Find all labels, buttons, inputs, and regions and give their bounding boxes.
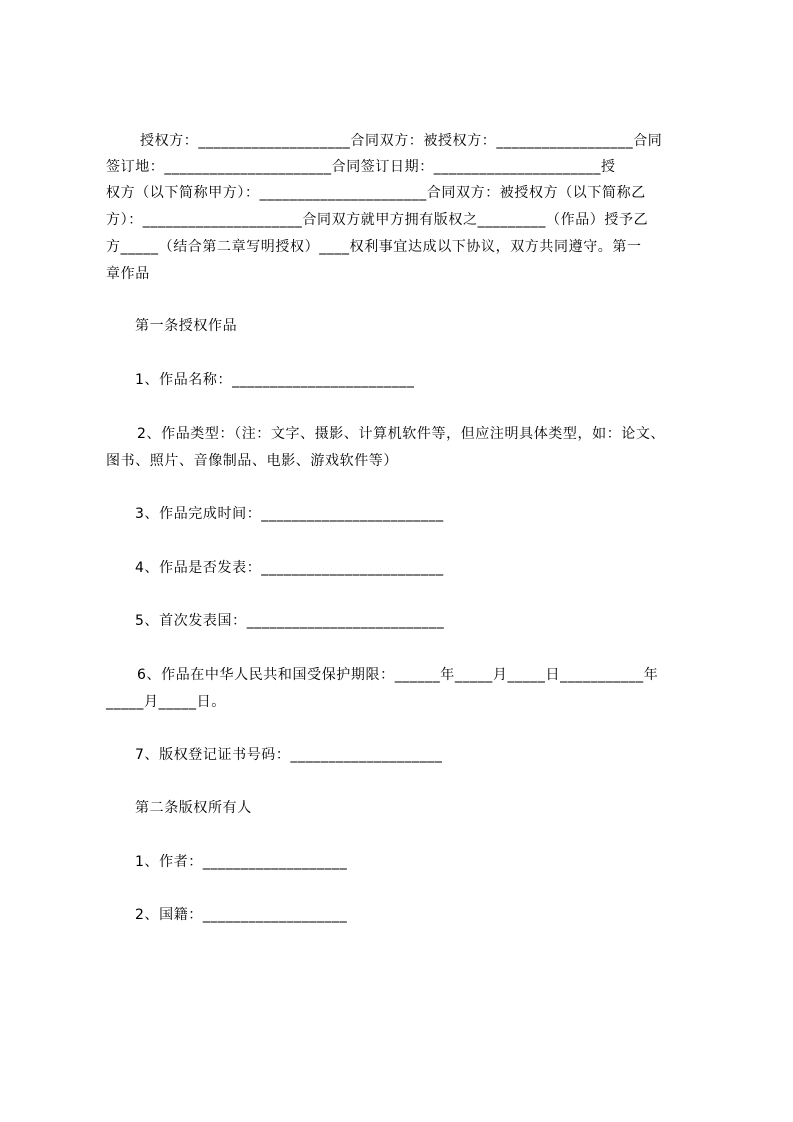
form-item-protection-period: 6、作品在中华人民共和国受保护期限：______年_____月_____日___________年 [137, 667, 659, 683]
preamble-line: 章作品 [106, 266, 150, 282]
form-item-work-type: 2、作品类型：（注：文字、摄影、计算机软件等，但应注明具体类型，如：论文、 [137, 426, 666, 442]
preamble-line: 授权方：____________________合同双方：被授权方：__________________合同 [140, 133, 663, 149]
form-item-protection-period-cont: _____月_____日。 [106, 694, 226, 710]
form-item-first-country: 5、首次发表国：__________________________ [135, 613, 445, 629]
form-item-registration-number: 7、版权登记证书号码：____________________ [135, 747, 443, 763]
form-item-work-title: 1、作品名称：________________________ [135, 372, 415, 388]
article-heading: 第一条授权作品 [135, 318, 238, 334]
preamble-line: 权方（以下简称甲方）：______________________合同双方：被授权方（以下简称乙 [106, 185, 646, 201]
form-item-nationality: 2、国籍：___________________ [135, 907, 348, 923]
form-item-work-type-cont: 图书、照片、音像制品、电影、游戏软件等） [106, 453, 398, 469]
article-heading: 第二条版权所有人 [135, 800, 252, 816]
preamble-line: 方）：_____________________合同双方就甲方拥有版权之_________（作品）授予乙 [106, 212, 649, 228]
form-item-author: 1、作者：___________________ [135, 854, 348, 870]
preamble-line: 方_____（结合第二章写明授权）____权利事宜达成以下协议，双方共同遵守。第一 [106, 239, 642, 255]
form-item-published: 4、作品是否发表：________________________ [135, 560, 444, 576]
preamble-line: 签订地：______________________合同签订日期：______________________授 [106, 159, 616, 175]
form-item-completion-time: 3、作品完成时间：________________________ [135, 506, 444, 522]
